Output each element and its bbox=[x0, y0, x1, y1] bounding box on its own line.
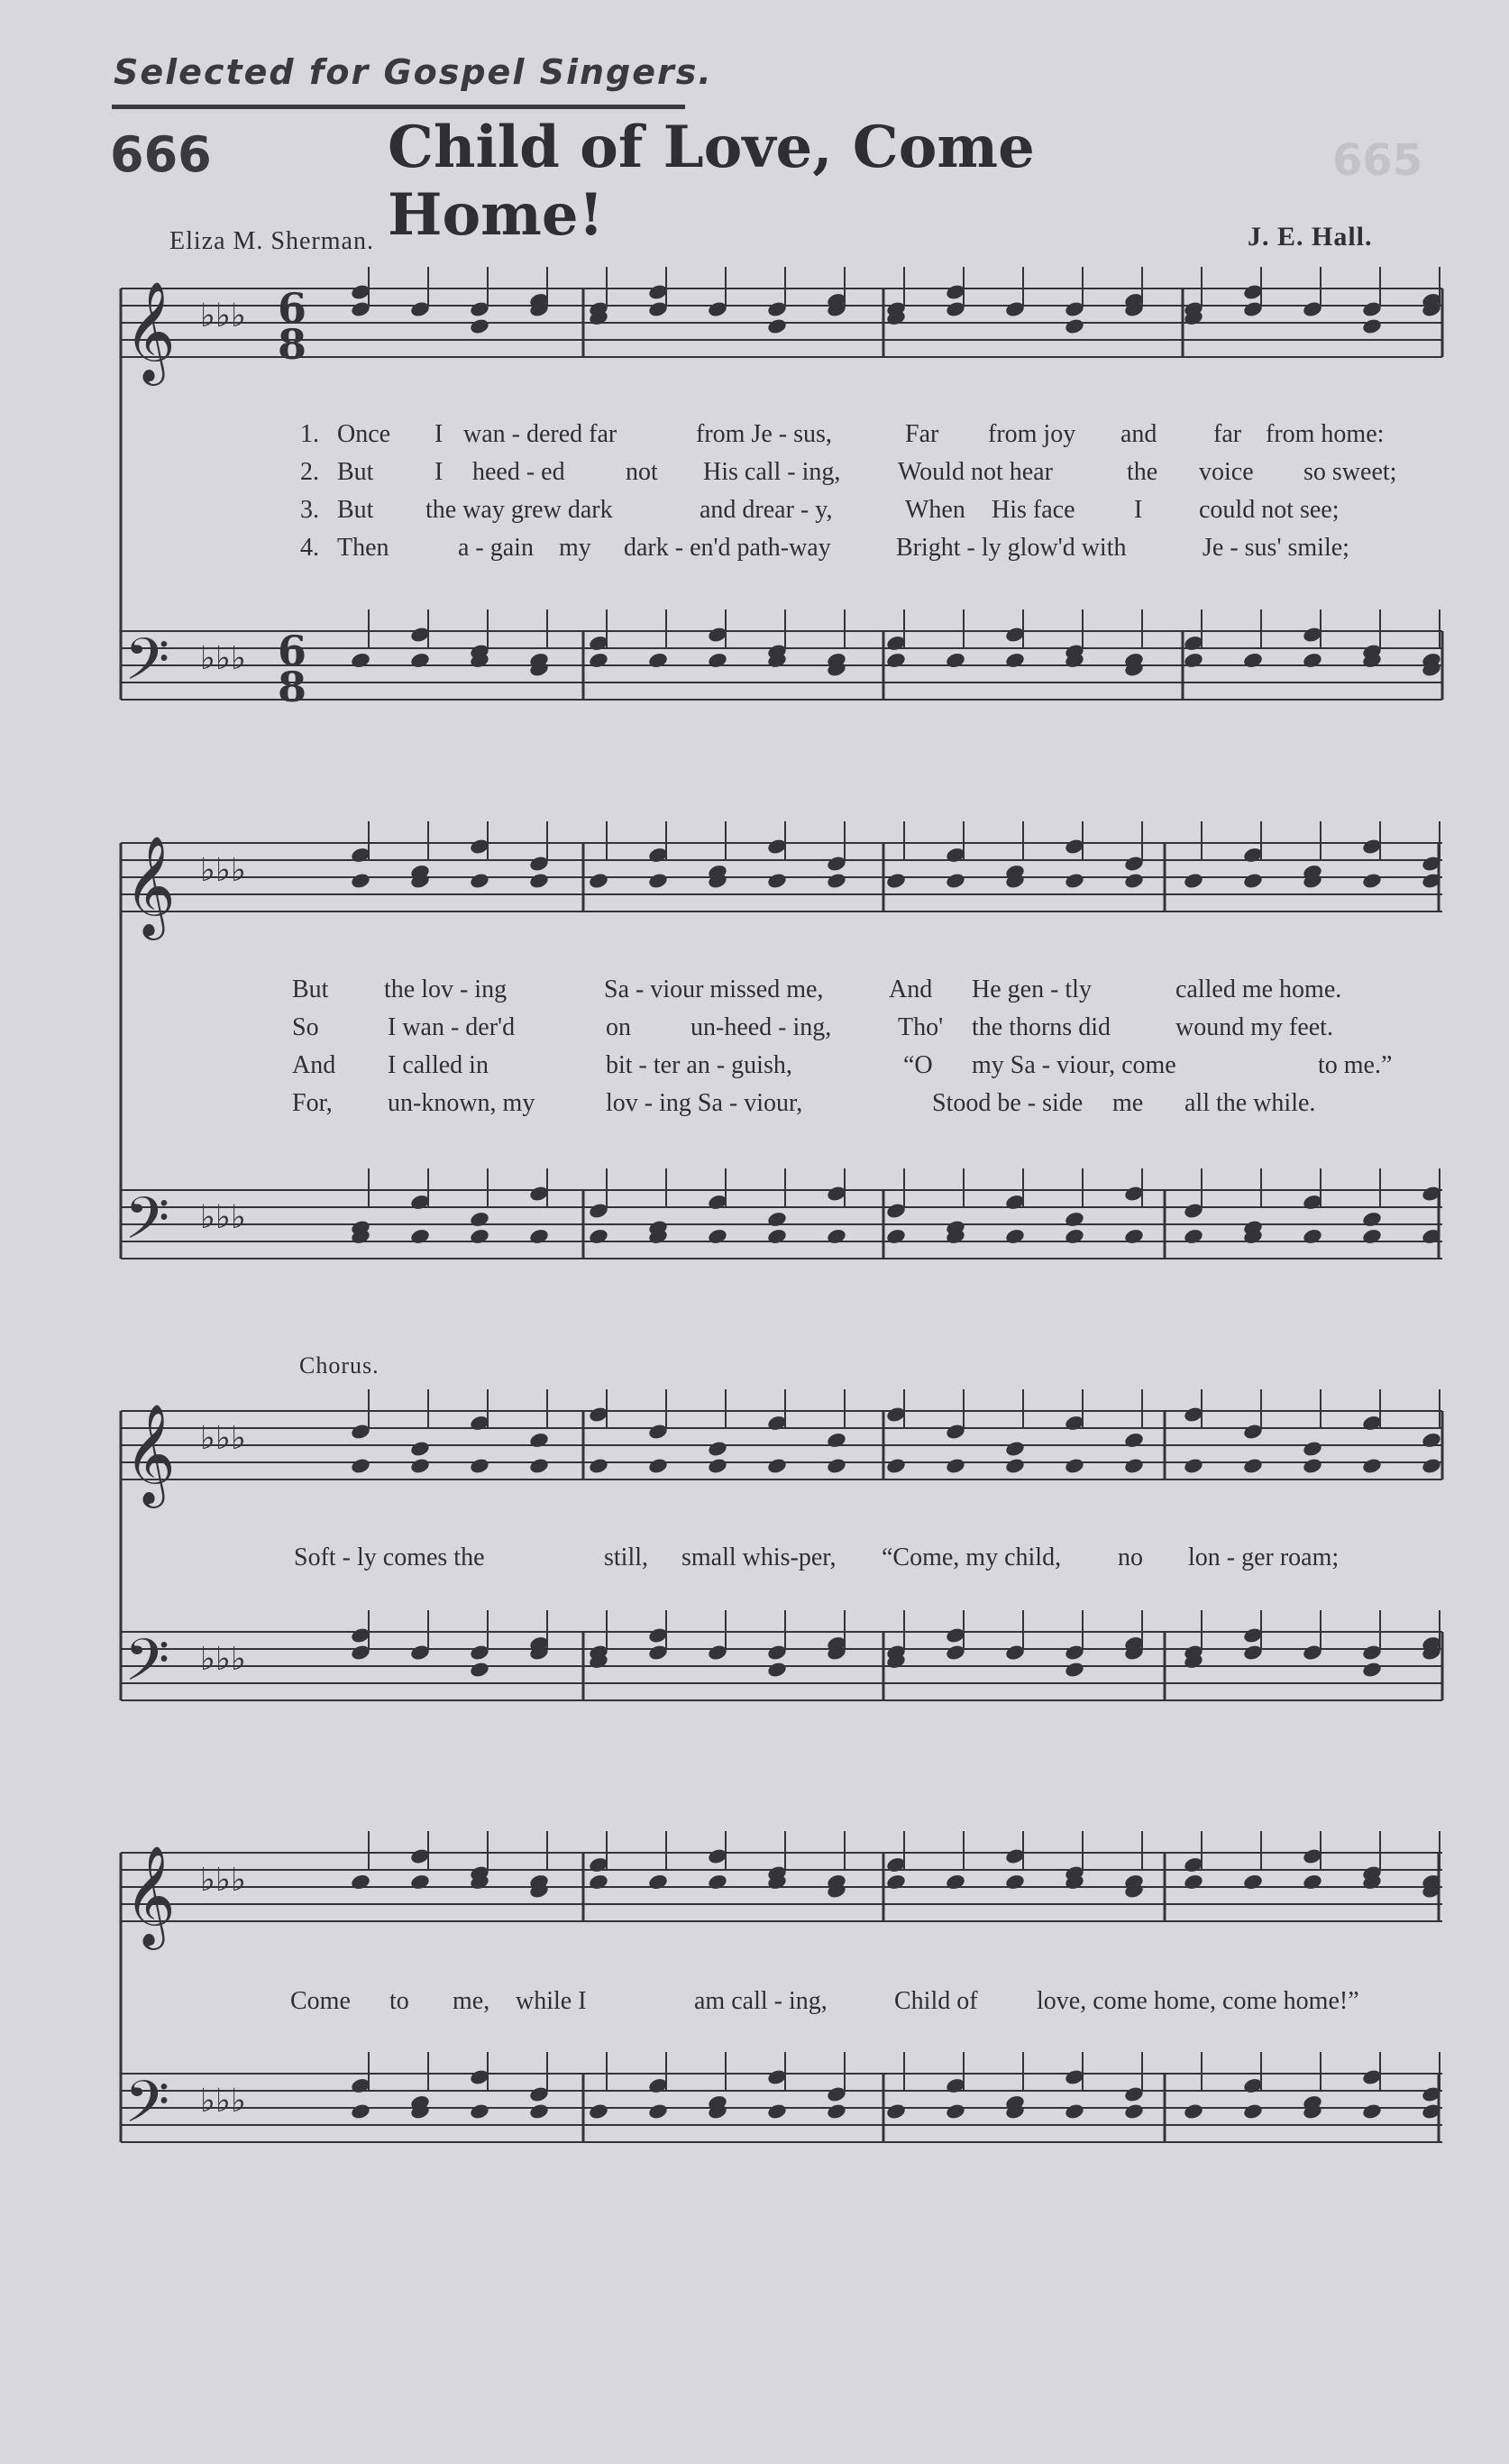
note-head bbox=[409, 1457, 431, 1475]
treble-clef-icon: 𝄞 bbox=[124, 1845, 176, 1946]
note-head bbox=[885, 872, 907, 890]
bass-clef-icon: 𝄢 bbox=[124, 1627, 170, 1708]
hymn-number: 666 bbox=[110, 126, 212, 183]
note-head bbox=[1361, 1228, 1383, 1246]
note-head bbox=[885, 652, 907, 670]
staff-system-1-bass bbox=[121, 631, 1442, 700]
note-head bbox=[766, 317, 788, 335]
note-head bbox=[885, 1457, 907, 1475]
flat-icon: ♭♭♭ bbox=[200, 2083, 246, 2120]
note-head bbox=[1064, 2102, 1085, 2121]
note-head bbox=[1302, 1873, 1323, 1892]
note-head bbox=[588, 2102, 609, 2121]
note-head bbox=[1064, 1457, 1085, 1475]
chorus-label: Chorus. bbox=[299, 1352, 380, 1379]
note-head bbox=[885, 1873, 907, 1892]
staff-system-2-bass bbox=[121, 1190, 1442, 1259]
note-head bbox=[469, 2102, 490, 2121]
bass-clef-icon: 𝄢 bbox=[124, 1186, 170, 1267]
time-signature-6: 6 bbox=[278, 284, 307, 333]
note-head bbox=[350, 1873, 371, 1892]
note-head bbox=[409, 1873, 431, 1892]
note-head bbox=[1361, 1457, 1383, 1475]
note-head bbox=[1004, 1228, 1026, 1246]
note-head bbox=[1242, 1457, 1264, 1475]
note-head bbox=[1242, 652, 1264, 670]
note-head bbox=[1064, 1211, 1085, 1229]
note-head bbox=[1302, 1440, 1323, 1458]
note-head bbox=[528, 2102, 550, 2121]
note-head bbox=[1064, 872, 1085, 890]
note-head bbox=[350, 1457, 371, 1475]
note-head bbox=[1123, 872, 1145, 890]
note-head bbox=[826, 1432, 847, 1450]
note-head bbox=[469, 872, 490, 890]
note-head bbox=[350, 652, 371, 670]
flat-icon: ♭♭♭ bbox=[200, 1199, 246, 1236]
note-head bbox=[1421, 1432, 1442, 1450]
note-head bbox=[945, 872, 966, 890]
note-head bbox=[1123, 1432, 1145, 1450]
note-head bbox=[588, 1228, 609, 1246]
bleed-through-number: 665 bbox=[1332, 135, 1423, 186]
note-head bbox=[1183, 652, 1204, 670]
note-head bbox=[766, 872, 788, 890]
hymn-title: Child of Love, Come Home! bbox=[388, 114, 1035, 249]
note-head bbox=[826, 1228, 847, 1246]
flat-icon: ♭♭♭ bbox=[200, 1641, 246, 1678]
bass-clef-icon: 𝄢 bbox=[124, 627, 170, 708]
note-head bbox=[1004, 1440, 1026, 1458]
note-head bbox=[409, 1440, 431, 1458]
note-head bbox=[945, 652, 966, 670]
staff-system-4-treble bbox=[121, 1853, 1442, 1921]
note-head bbox=[1242, 1873, 1264, 1892]
author-credit: Eliza M. Sherman. bbox=[169, 227, 374, 255]
note-head bbox=[647, 872, 669, 890]
note-head bbox=[826, 872, 847, 890]
note-head bbox=[1004, 1457, 1026, 1475]
note-head bbox=[1302, 1457, 1323, 1475]
composer-credit: J. E. Hall. bbox=[1248, 222, 1373, 252]
note-head bbox=[1064, 317, 1085, 335]
note-head bbox=[528, 1457, 550, 1475]
note-head bbox=[528, 872, 550, 890]
note-head bbox=[1123, 2102, 1145, 2121]
note-head bbox=[1302, 1228, 1323, 1246]
note-head bbox=[469, 1228, 490, 1246]
note-head bbox=[647, 1873, 669, 1892]
note-head bbox=[1183, 1457, 1204, 1475]
note-head bbox=[707, 1873, 728, 1892]
note-head bbox=[766, 2102, 788, 2121]
note-head bbox=[588, 1873, 609, 1892]
note-head bbox=[1183, 2102, 1204, 2121]
time-signature-8: 8 bbox=[278, 320, 307, 369]
note-head bbox=[1302, 652, 1323, 670]
note-head bbox=[469, 1661, 490, 1679]
note-head bbox=[766, 1661, 788, 1679]
note-head bbox=[469, 317, 490, 335]
note-head bbox=[1242, 2102, 1264, 2121]
note-head bbox=[1064, 1228, 1085, 1246]
note-head bbox=[409, 652, 431, 670]
note-head bbox=[885, 1228, 907, 1246]
note-head bbox=[1421, 1457, 1442, 1475]
note-head bbox=[1361, 1211, 1383, 1229]
note-head bbox=[647, 652, 669, 670]
time-signature-8: 8 bbox=[278, 663, 307, 711]
note-head bbox=[647, 2102, 669, 2121]
note-head bbox=[588, 652, 609, 670]
note-head bbox=[409, 1228, 431, 1246]
hymn-page: Selected for Gospel Singers. 666 Child of Love, Come Home! Eliza M. Sherman. J. E. Hall. 665 𝄞 𝄢 𝄞 𝄢 𝄞 𝄢 𝄞 𝄢 ♭♭♭ ♭♭♭ ♭♭♭ ♭♭♭ ♭♭♭ ♭♭♭ ♭♭♭ ♭♭♭ 6 8 6 8 1. Once I wan - dered far from Je - sus, Far from joy and far from home: 2. But I heed - ed not His call - ing, Would not hear the voice so sweet; 3. But the way grew dark and drear - y, When His face I could not see; 4. Then a - gain my dark - en'd path-way Bright - ly glow'd with Je - sus' smile; But the lov - ing Sa - viour missed me, And He gen - tly called me home. So I wan - der'd on un-heed - ing, Tho' the thorns did wound my feet. And I called in bit - ter an - guish, “O my Sa - viour, come to me.” For, un-known, my lov - ing Sa - viour, Stood be - side me all the while. Chorus. Soft - ly comes the still, small whis-per, “Come, my child, no lon - ger roam; Come to me, while I am call - ing, Child of love, come home, come home!” bbox=[0, 0, 1509, 2464]
flat-icon: ♭♭♭ bbox=[200, 298, 246, 334]
note-head bbox=[1004, 652, 1026, 670]
note-head bbox=[885, 2102, 907, 2121]
note-head bbox=[766, 1457, 788, 1475]
note-head bbox=[350, 872, 371, 890]
note-head bbox=[469, 1457, 490, 1475]
note-head bbox=[1123, 1457, 1145, 1475]
time-signature-6: 6 bbox=[278, 627, 307, 675]
note-head bbox=[707, 1440, 728, 1458]
note-head bbox=[766, 1228, 788, 1246]
note-head bbox=[1183, 1228, 1204, 1246]
note-head bbox=[350, 2102, 371, 2121]
flat-icon: ♭♭♭ bbox=[200, 1420, 246, 1457]
note-head bbox=[1183, 872, 1204, 890]
treble-clef-icon: 𝄞 bbox=[124, 1403, 176, 1504]
note-head bbox=[707, 1457, 728, 1475]
note-head bbox=[528, 1228, 550, 1246]
note-head bbox=[1361, 872, 1383, 890]
note-head bbox=[1361, 317, 1383, 335]
note-head bbox=[1004, 1873, 1026, 1892]
note-head bbox=[588, 1457, 609, 1475]
note-head bbox=[945, 1873, 966, 1892]
collection-header: Selected for Gospel Singers. bbox=[114, 52, 713, 92]
note-head bbox=[588, 872, 609, 890]
note-head bbox=[528, 1432, 550, 1450]
note-head bbox=[945, 2102, 966, 2121]
treble-clef-icon: 𝄞 bbox=[124, 835, 176, 936]
note-head bbox=[469, 1211, 490, 1229]
barlines bbox=[583, 289, 1442, 2142]
flat-icon: ♭♭♭ bbox=[200, 1862, 246, 1899]
note-head bbox=[826, 1457, 847, 1475]
note-head bbox=[1123, 1228, 1145, 1246]
note-head bbox=[647, 1457, 669, 1475]
note-head bbox=[707, 1228, 728, 1246]
note-head bbox=[766, 1211, 788, 1229]
bass-clef-icon: 𝄢 bbox=[124, 2069, 170, 2150]
note-head bbox=[826, 2102, 847, 2121]
flat-icon: ♭♭♭ bbox=[200, 852, 246, 889]
note-head bbox=[1183, 1873, 1204, 1892]
treble-clef-icon: 𝄞 bbox=[124, 280, 176, 381]
note-head bbox=[1361, 2102, 1383, 2121]
note-head bbox=[707, 652, 728, 670]
flat-icon: ♭♭♭ bbox=[200, 640, 246, 677]
note-head bbox=[1064, 1661, 1085, 1679]
note-head bbox=[1242, 872, 1264, 890]
note-head bbox=[945, 1457, 966, 1475]
note-head bbox=[1361, 1661, 1383, 1679]
